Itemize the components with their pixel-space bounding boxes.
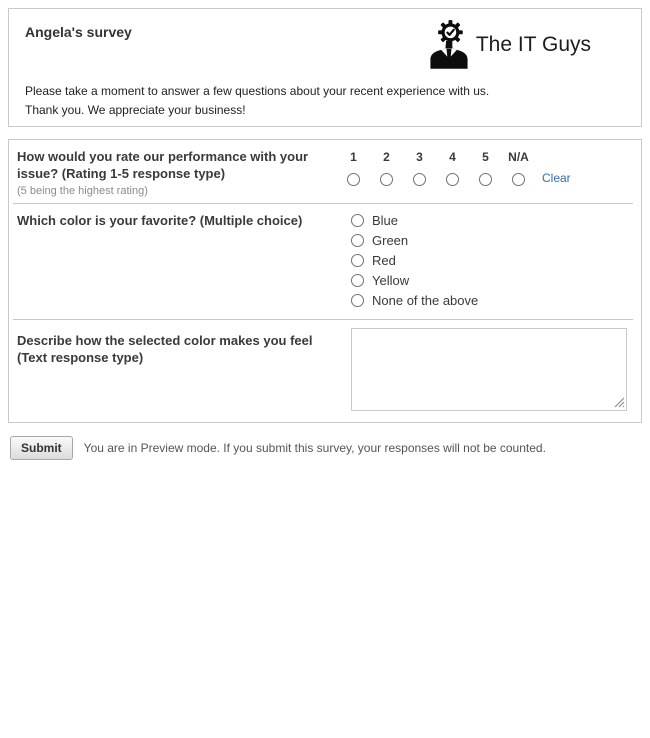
rating-label-1: 1 [350, 150, 357, 164]
text-response-wrapper [351, 328, 627, 411]
rating-radio-4[interactable] [446, 173, 459, 186]
rating-radio-2[interactable] [380, 173, 393, 186]
rating-cell-2 [370, 150, 403, 187]
choice-label: Red [372, 252, 396, 268]
text-response-input[interactable] [351, 328, 627, 411]
submit-button[interactable]: Submit [10, 436, 73, 460]
rating-label-2: 2 [383, 150, 390, 164]
choice-label: Blue [372, 212, 399, 228]
gear-person-icon [429, 18, 469, 71]
question-multiple-choice [9, 204, 641, 319]
choice-option-green[interactable] [351, 233, 633, 247]
company-logo [429, 18, 591, 71]
question-text-controls [343, 328, 633, 416]
rating-cell-4 [436, 150, 469, 187]
rating-label-na: N/A [508, 150, 529, 164]
clear-rating-link[interactable]: Clear [542, 171, 571, 185]
question-rating-text [17, 148, 343, 197]
rating-cell-1 [337, 150, 370, 187]
choice-radio-blue[interactable] [351, 214, 364, 227]
rating-cell-3 [403, 150, 436, 187]
question-choice-text [17, 212, 343, 313]
rating-radio-1[interactable] [347, 173, 360, 186]
company-name: The IT Guys [475, 32, 591, 56]
question-text-label [17, 328, 343, 416]
preview-mode-notice: You are in Preview mode. If you submit this survey, your responses will not be counted. [83, 441, 546, 455]
choice-radio-none[interactable] [351, 294, 364, 307]
choice-options [351, 212, 633, 307]
choice-option-none[interactable] [351, 293, 633, 307]
resize-handle-icon[interactable] [614, 397, 625, 408]
rating-radio-na[interactable] [512, 173, 525, 186]
intro-line-2: Thank you. We appreciate your business! [25, 103, 246, 117]
question-rating [9, 140, 641, 203]
survey-intro [25, 79, 489, 117]
question-subtitle: (5 being the highest rating) [17, 185, 148, 197]
questions-panel [8, 139, 642, 423]
choice-label: None of the above [372, 292, 479, 308]
submit-row [8, 436, 642, 460]
choice-label: Green [372, 232, 409, 248]
intro-line-1: Please take a moment to answer a few questions about your recent experience with us. [25, 84, 490, 98]
rating-cell-5 [469, 150, 502, 187]
question-text-response [9, 320, 641, 422]
rating-scale [337, 148, 633, 187]
rating-cell-na [502, 150, 535, 187]
question-title: Describe how the selected color makes you feel (Text response type) [17, 333, 313, 365]
choice-option-red[interactable] [351, 253, 633, 267]
choice-option-yellow[interactable] [351, 273, 633, 287]
choice-radio-green[interactable] [351, 234, 364, 247]
rating-radio-5[interactable] [479, 173, 492, 186]
choice-radio-red[interactable] [351, 254, 364, 267]
question-title: How would you rate our performance with your issue? (Rating 1-5 response type) [17, 149, 309, 181]
question-rating-controls [343, 148, 633, 197]
rating-label-4: 4 [449, 150, 456, 164]
rating-radio-3[interactable] [413, 173, 426, 186]
choice-option-blue[interactable] [351, 213, 633, 227]
rating-label-3: 3 [416, 150, 423, 164]
survey-header-panel [8, 8, 642, 127]
question-title: Which color is your favorite? (Multiple choice) [17, 213, 303, 228]
rating-label-5: 5 [482, 150, 489, 164]
choice-label: Yellow [372, 272, 410, 288]
survey-title: Angela's survey [25, 24, 132, 40]
question-choice-controls [343, 212, 633, 313]
choice-radio-yellow[interactable] [351, 274, 364, 287]
